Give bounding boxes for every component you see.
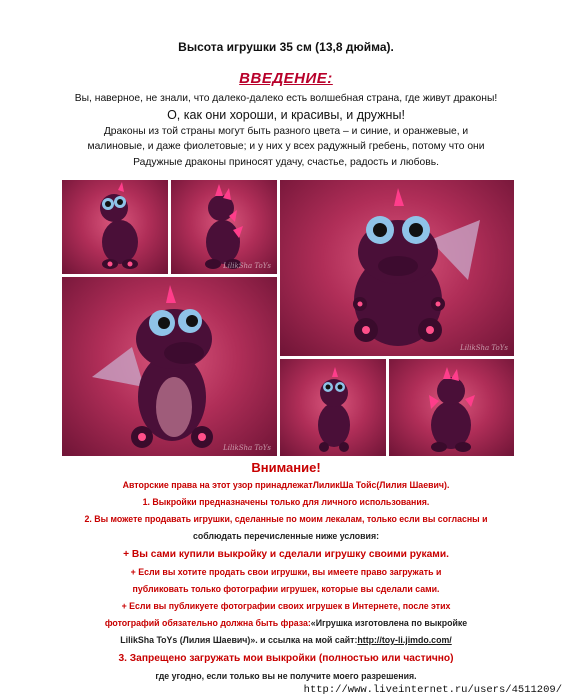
notice-line: 1. Выкройки предназначены только для личного использования. — [142, 497, 430, 507]
dragon-image — [62, 180, 168, 274]
intro-line: малиновые, и даже фиолетовые; и у них у всех радужный гребень, потому что они — [87, 141, 485, 152]
intro-line: Драконы из той страны могут быть разного цвета – и синие, и оранжевые, и — [103, 125, 469, 137]
dragon-image — [280, 180, 514, 356]
intro-heading: ВВЕДЕНИЕ: — [239, 70, 333, 87]
toy-height-title: Высота игрушки 35 см (13,8 дюйма). — [178, 40, 394, 54]
watermark: LilikSha ToYs — [223, 444, 271, 452]
dragon-image — [389, 359, 514, 456]
notice-quote: «Игрушка изготовлена по выкройке — [310, 618, 468, 628]
notice-line — [0, 632, 572, 649]
notice-heading: Внимание! — [251, 460, 321, 475]
watermark: LilikSha ToYs — [223, 262, 271, 270]
notice-line: + Если вы хотите продать свои игрушки, вы имеете право загружать и — [130, 567, 442, 577]
notice-quote: LilikSha ToYs (Лилия Шаевич)». и ссылка на мой сайт: — [120, 635, 358, 645]
notice-line: + Вы сами купили выкройку и сделали игрушку своими руками. — [123, 549, 449, 560]
dragon-image — [280, 359, 386, 456]
notice-line: где угодно, если только вы не получите моего разрешения. — [155, 671, 417, 681]
intro-line: Радужные драконы приносят удачу, счастье, радость и любовь. — [133, 156, 439, 168]
intro-line: О, как они хороши, и красивы, и дружны! — [167, 107, 405, 122]
notice-line: + Если вы публикуете фотографии своих игрушек в Интернете, после этих — [121, 601, 451, 611]
notice-text: фотографий обязательно должна быть фраза: — [104, 618, 311, 628]
notice-line — [0, 615, 572, 632]
dragon-image — [62, 277, 277, 456]
dragon-photo — [280, 180, 514, 356]
notice-line: Авторские права на этот узор принадлежатЛиликШа Тойс(Лилия Шаевич). — [122, 480, 450, 490]
dragon-image — [171, 180, 277, 274]
dragon-photo — [62, 277, 277, 456]
intro-text — [0, 91, 572, 170]
notice-line: 3. Запрещено загружать мои выкройки (полностью или частично) — [118, 653, 454, 664]
dragon-photo — [171, 180, 277, 274]
site-link[interactable]: http://toy-li.jimdo.com/ — [357, 635, 452, 645]
intro-line: Вы, наверное, не знали, что далеко-далеко есть волшебная страна, где живут драконы! — [74, 93, 498, 104]
dragon-photo — [389, 359, 514, 456]
dragon-photo — [62, 180, 168, 274]
copyright-notice — [0, 459, 572, 685]
notice-line: 2. Вы можете продавать игрушки, сделанные по моим лекалам, только если вы согласны и — [84, 514, 488, 524]
photo-gallery — [62, 180, 514, 456]
watermark: LilikSha ToYs — [460, 344, 508, 352]
notice-line: соблюдать перечисленные ниже условия: — [192, 531, 380, 541]
source-url: http://www.liveinternet.ru/users/4511209/ — [303, 684, 562, 696]
notice-line: публиковать только фотографии игрушек, которые вы сделали сами. — [132, 584, 440, 594]
dragon-photo — [280, 359, 386, 456]
